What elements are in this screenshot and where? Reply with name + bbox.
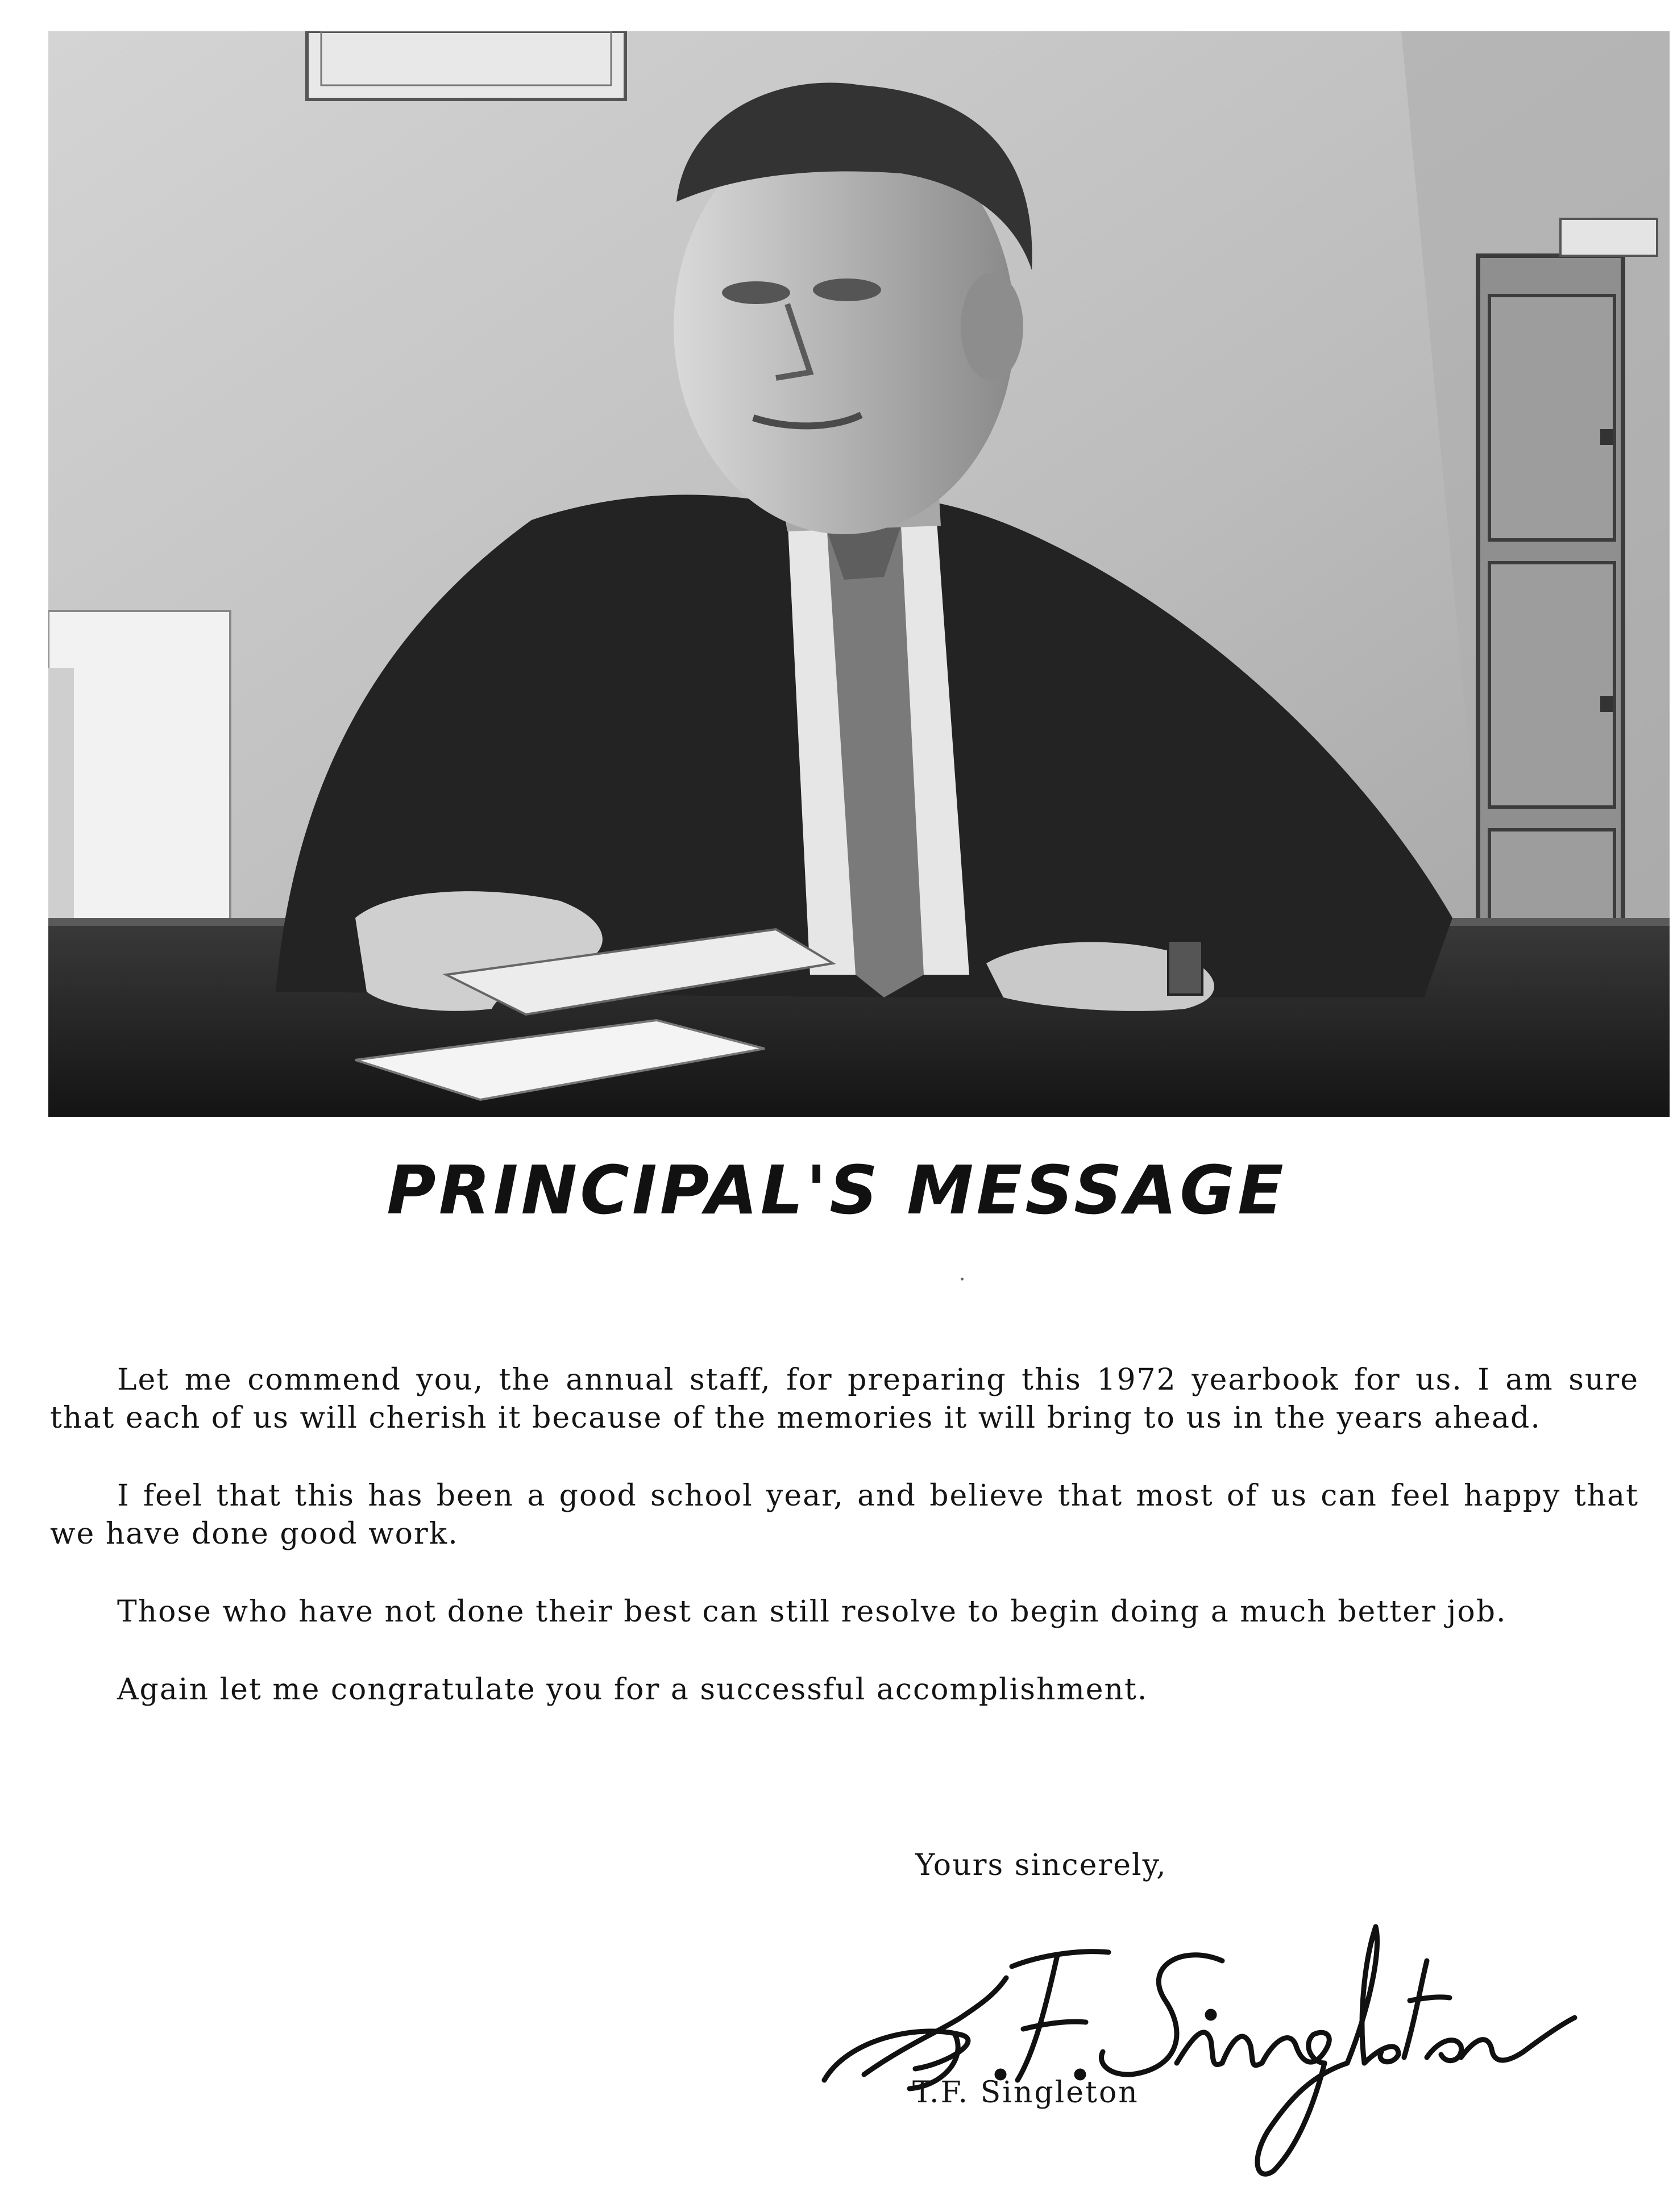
message-paragraph: Let me commend you, the annual staff, for preparing this 1972 yearbook for us. I am sure that each of us will cherish it because of the memories it will bring to us in the years ahead. [50, 1363, 1639, 1435]
message-paragraph: Again let me congratulate you for a successful accomplishment. [117, 1673, 1148, 1707]
print-speck [961, 1278, 964, 1280]
principal-photo [48, 31, 1670, 1117]
handwritten-signature [813, 1893, 1586, 2188]
page-title: PRINCIPAL'S MESSAGE [387, 1151, 1286, 1229]
portrait-photo-illustration [48, 31, 1670, 1117]
closing-salutation: Yours sincerely, [915, 1848, 1167, 1882]
message-body [50, 1361, 1639, 1749]
printed-signer-name: T.F. Singleton [912, 2076, 1139, 2110]
message-paragraph: Those who have not done their best can still resolve to begin doing a much better job. [117, 1595, 1507, 1629]
message-paragraph: I feel that this has been a good school year, and believe that most of us can feel happy that we have done good work. [50, 1479, 1639, 1551]
